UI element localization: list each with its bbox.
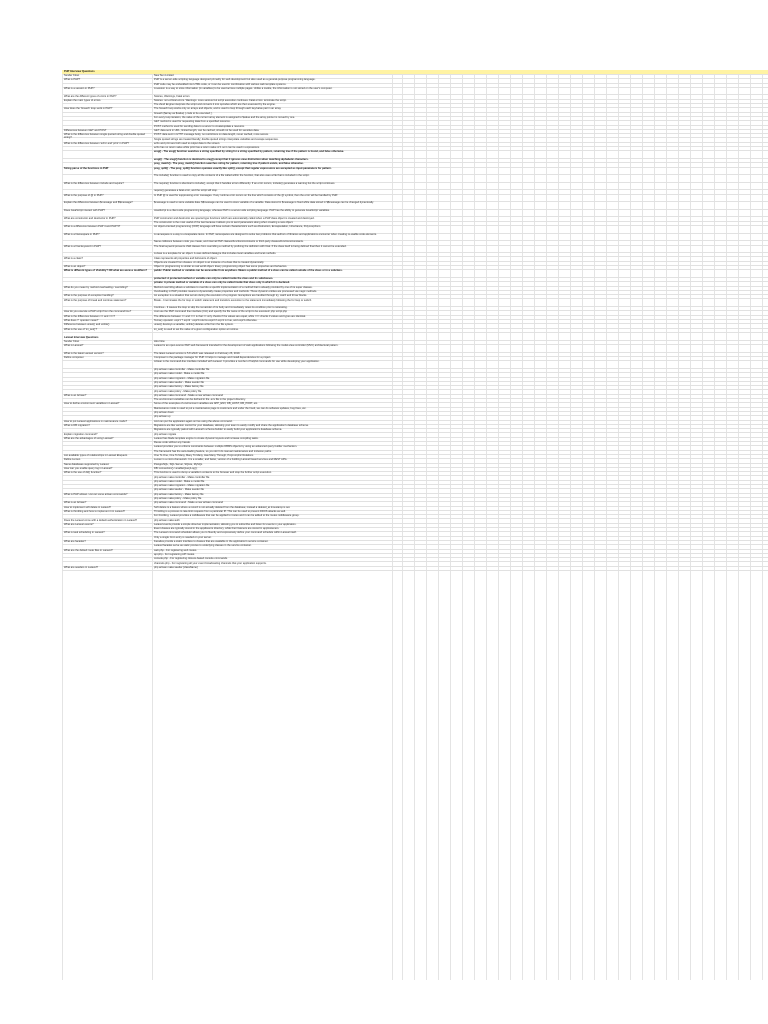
- answer-cell[interactable]: php artisan make:controller - Make controller file: [154, 475, 210, 479]
- answer-cell[interactable]: private: A private method or variable of a class can only be called inside that class only in which it is declared.: [154, 281, 290, 285]
- answer-cell[interactable]: protected: A protected method or variable can only be called inside the class and its subclasses.: [154, 277, 274, 280]
- answer-cell[interactable]: php artisan make:model - Make a model file: [154, 479, 205, 483]
- answer-cell[interactable]: php artisan make:factory - Make factory file: [154, 385, 204, 389]
- question-cell[interactable]: List available types of relationships in Laravel Eloquent.: [64, 454, 128, 457]
- question-cell[interactable]: What is the latest Laravel version?: [64, 351, 104, 355]
- question-cell[interactable]: How do you execute a PHP script from the command line?: [64, 310, 132, 314]
- question-cell[interactable]: What is a difference between PHP 4 and PHP 5?: [64, 225, 121, 229]
- answer-cell[interactable]: A session is a way to store information (in variables) to be used across multiple pages. Unlike a cookie, the information is not stored on the user's computer.: [154, 86, 333, 90]
- answer-cell[interactable]: Soft delete is a feature where a record is not actually deleted from the database; instead a deleted_at timestamp is set.: [154, 505, 291, 509]
- answer-cell[interactable]: Name collisions between code you create, and internal PHP classes/functions/constants or third-party classes/functions/constants.: [154, 240, 304, 244]
- question-cell[interactable]: What are facades?: [64, 540, 86, 543]
- answer-cell[interactable]: php artisan make:migration - Make migration file: [154, 484, 210, 488]
- question-cell[interactable]: What are the advantages of using Laravel?: [64, 436, 114, 440]
- answer-cell[interactable]: PostgreSQL, SQL Server, SQLite, MySQL: [154, 462, 203, 466]
- question-cell[interactable]: What are seeders in Laravel?: [64, 565, 98, 569]
- question-cell[interactable]: What is PHP?: [64, 78, 81, 82]
- answer-cell[interactable]: GET method is used for requesting data from a specified resource.: [154, 120, 231, 124]
- question-cell[interactable]: What are the different types of errors in PHP?: [64, 94, 117, 98]
- answer-cell[interactable]: Facades provide a static interface to classes that are available in the application's service container.: [154, 540, 269, 543]
- answer-cell[interactable]: php artisan make:command - Make a new artisan command: [154, 393, 223, 397]
- question-cell[interactable]: What is task scheduling in Laravel?: [64, 531, 105, 535]
- question-cell[interactable]: What do you mean by method overloading / overriding?: [64, 285, 128, 289]
- answer-cell[interactable]: php artisan make:migration - Make migration file: [154, 376, 210, 380]
- answer-cell[interactable]: php artisan down: [154, 411, 174, 414]
- question-cell[interactable]: Sunder Kiran: [64, 339, 80, 343]
- question-cell[interactable]: What is the difference between == and ===?: [64, 314, 116, 318]
- answer-cell[interactable]: JavaScript is a client-side programming language, whereas PHP is a server-side scripting language. PHP has the ability to generate JavaScript variables.: [154, 208, 330, 212]
- answer-cell[interactable]: In PHP @ is used for suppressing error messages. If any runtime error occurs on the line which consists of the @ symbol, then the error will be handled by PHP.: [154, 193, 338, 197]
- answer-cell[interactable]: ini_set() is used to set the value of a given configuration option at runtime.: [154, 327, 239, 331]
- answer-cell[interactable]: Method overriding allows a subclass to override a specific implementation of a method that is already provided by one of its super classes.: [154, 285, 313, 289]
- answer-cell[interactable]: ereg() - The ereg() function searches a string specified by string for a string specified by pattern, returning true if the pattern is found, and false otherwise.: [154, 150, 345, 154]
- answer-cell[interactable]: An object-oriented programming (OOP) language will have certain characteristics such as Abstraction, Encapsulation, Inheritance, Polymorphism.: [154, 225, 321, 229]
- answer-cell[interactable]: Continue - It causes the loop to skip the remainder of its body and immediately retest its condition prior to reiterating.: [154, 306, 288, 310]
- answer-cell[interactable]: php artisan make:seeder - Make seeder file: [154, 380, 204, 384]
- question-cell[interactable]: Laravel Interview Questions: [64, 335, 99, 339]
- answer-cell[interactable]: The constructor is the most useful of the two because it allows you to send parameters along when creating a new object.: [154, 220, 294, 224]
- answer-cell[interactable]: channels.php - For registering all your event broadcasting channels that your application supports.: [154, 561, 267, 565]
- answer-cell[interactable]: New Sun Limited: [154, 74, 174, 77]
- question-cell[interactable]: What is the use of dd() function?: [64, 471, 102, 475]
- answer-cell[interactable]: php artisan make:policy - Make policy file: [154, 389, 202, 393]
- answer-cell[interactable]: Reuse code without any hassle.: [154, 441, 191, 445]
- answer-cell[interactable]: api.php - For registering API routes.: [154, 552, 195, 556]
- answer-cell[interactable]: Artisan is the command-line interface included with Laravel. It provides a number of helpful commands for use while developing your application.: [154, 360, 320, 364]
- answer-cell[interactable]: unset() destroys a variable; unlink() deletes a file from the file system.: [154, 323, 234, 327]
- question-cell[interactable]: Name databases supported by Laravel.: [64, 462, 110, 466]
- answer-cell[interactable]: The framework has the auto-loading feature, so you don't do manual maintenance and inclusion paths.: [154, 449, 272, 453]
- answer-cell[interactable]: php artisan make:policy - Make policy file: [154, 497, 202, 500]
- answer-cell[interactable]: php artisan up: [154, 415, 171, 419]
- answer-cell[interactable]: Laravel has blade template engine to create dynamic layouts and increase compiling tasks.: [154, 436, 259, 440]
- answer-cell[interactable]: An exception is a situation that occurs during the execution of a program. Exceptions are handled through try, catch and throw blocks.: [154, 294, 308, 298]
- question-cell[interactable]: Does the Laravel come with a default authentication in Laravel?: [64, 518, 137, 522]
- answer-cell[interactable]: Break - It terminates the for loop or switch statement and transfers execution to the statement immediately following the for loop or switch.: [154, 298, 312, 302]
- answer-cell[interactable]: The foreach loop works only on arrays and objects, and is used to loop through each key/value pair in an array.: [154, 107, 282, 111]
- question-cell[interactable]: Explain the difference between $message and $$message?: [64, 201, 133, 205]
- question-cell[interactable]: PHP Interview Questions: [64, 70, 95, 73]
- answer-cell[interactable]: Only a single Cron entry is needed on your server.: [154, 535, 212, 539]
- answer-cell[interactable]: php artisan make:command - Make a new artisan command: [154, 501, 223, 505]
- question-cell[interactable]: What is Laravel?: [64, 344, 84, 348]
- answer-cell[interactable]: Laravel provides you to enforce constraints between multiple DBMS objects by using an advanced query builder mechanism.: [154, 445, 298, 449]
- answer-cell[interactable]: eregi() - The eregi() function is identical to ereg() except that it ignores case distinction when matching alphabetic characters.: [154, 158, 309, 161]
- answer-cell[interactable]: web.php - For registering web routes.: [154, 548, 197, 552]
- question-cell[interactable]: What is a final keyword in PHP?: [64, 244, 101, 248]
- answer-cell[interactable]: GET: data sent in URL, limited length, can be cached, should not be used for sensitive data.: [154, 128, 260, 132]
- answer-cell[interactable]: Laravel facades serve as static proxies to underlying classes in the service container.: [154, 544, 252, 548]
- answer-cell[interactable]: $message is used to store variable data. $$message can be used to store variable of a variable. Data stored in $message is fixed while data stored in $$message can be changed dynamically.: [154, 201, 374, 205]
- question-cell[interactable]: What does ?: operator mean?: [64, 319, 99, 322]
- answer-cell[interactable]: php artisan make:seeder [className]: [154, 565, 198, 569]
- answer-cell[interactable]: public: Public method or variable can be accessible from anywhere. Means a public method of a class can be called outside of the class or in a subclass.: [154, 269, 343, 273]
- question-cell[interactable]: What is the difference between 'echo' and 'print' in PHP?: [64, 141, 129, 145]
- answer-cell[interactable]: The difference between == and === is that == only checks if the values are equal, while === checks if values and types are identical.: [154, 314, 306, 318]
- answer-cell[interactable]: Migrations are like version control for your database, allowing your team to easily modify and share the application's database schema.: [154, 423, 309, 427]
- answer-cell[interactable]: Notices: non-critical errors. Warnings: more serious but script execution continues. Fatal errors: terminate the script.: [154, 98, 287, 102]
- spreadsheet: [62, 70, 762, 970]
- answer-cell[interactable]: preg_match() - The preg_match() function searches string for pattern, returning true if pattern exists, and false otherwise.: [154, 162, 304, 166]
- table-row: [62, 566, 768, 571]
- question-cell[interactable]: Does JavaScript interact with PHP?: [64, 208, 105, 212]
- answer-cell[interactable]: PHP constructor and destructor are special type functions which are automatically called when a PHP class object is created and destroyed.: [154, 216, 315, 220]
- answer-cell[interactable]: Objects are created from classes. An object is an instance of a class that is created dynamically.: [154, 260, 265, 264]
- question-cell[interactable]: How does the 'foreach' loop work in PHP?: [64, 107, 113, 111]
- answer-cell[interactable]: The final keyword prevents child classes from overriding a method by prefixing the definition with final. If the class itself is being defined final then it cannot be extended.: [154, 244, 347, 248]
- question-cell[interactable]: What is PHP artisan. List out some artisan commands?: [64, 492, 128, 496]
- answer-cell[interactable]: Throttling is a process to rate-limit requests from a particular IP. This can be used to prevent DDOS attacks as well.: [154, 509, 286, 513]
- question-cell[interactable]: Explain the main types of errors.: [64, 98, 102, 102]
- question-cell[interactable]: What are constructor and destructor in PHP?: [64, 216, 116, 220]
- answer-cell[interactable]: require() generates a fatal error, and the script will stop.: [154, 189, 218, 193]
- answer-cell[interactable]: One To One, One To Many, Many To Many, Has Many Through, Polymorphic Relations: [154, 454, 254, 457]
- question-cell[interactable]: What is the difference between include and require?: [64, 181, 124, 185]
- answer-cell[interactable]: This function is used to dump a variable's contents to the browser and stop the further script execution.: [154, 471, 272, 475]
- answer-cell[interactable]: Some of the examples of environment variables are APP_ENV, DB_HOST, DB_PORT, etc.: [154, 402, 258, 406]
- question-cell[interactable]: How can you enable query log in Laravel?: [64, 466, 113, 470]
- answer-cell[interactable]: preg_split() - The preg_split() function operates exactly like split(), except that regular expressions are accepted as input parameters for pattern.: [154, 166, 332, 170]
- question-cell[interactable]: What is the use of 'ini_set()'?: [64, 327, 98, 331]
- answer-cell[interactable]: A namespace is a way to encapsulate items. In PHP, namespaces are designed to solve two problems that authors of libraries and applications encounter when creating re-usable code elements.: [154, 232, 377, 236]
- answer-cell[interactable]: php artisan make:controller - Make controller file: [154, 368, 210, 371]
- answer-cell[interactable]: The require() function is identical to include(), except that it handles errors differently. If an error occurs, include() generates a warning but the script continues.: [154, 181, 336, 185]
- answer-cell[interactable]: PHP code may be embedded into HTML code, or it can be used in combination with various web template systems.: [154, 82, 287, 86]
- answer-cell[interactable]: Single quoted strings are treated literally; double quoted strings interpolate variables and escape sequences.: [154, 137, 279, 141]
- answer-cell[interactable]: Overloading in PHP provides means to dynamically create properties and methods. These dynamic entities are processed via magic methods.: [154, 289, 317, 293]
- answer-cell[interactable]: php artisan make:seeder - Make seeder file: [154, 488, 204, 492]
- answer-cell[interactable]: The latest Laravel version is 5.8 which was released on February 26, 2019.: [154, 351, 241, 355]
- question-cell[interactable]: Sunder Kiran: [64, 74, 80, 77]
- question-cell[interactable]: What is a session in PHP?: [64, 86, 95, 90]
- question-cell[interactable]: How to implement soft delete in Laravel?: [64, 505, 111, 509]
- question-cell[interactable]: How to define environment variables in Laravel?: [64, 402, 120, 406]
- table-row: [62, 328, 768, 333]
- answer-cell[interactable]: DB::connection()->enableQueryLog();: [154, 466, 198, 470]
- answer-cell[interactable]: Object in programming is similar to real world object. Every programming object has some properties and behaviors.: [154, 265, 288, 269]
- question-cell[interactable]: What is DB migration?: [64, 423, 90, 427]
- question-cell[interactable]: What is a Namespace in PHP?: [64, 232, 100, 236]
- answer-cell[interactable]: The environment variables can be defined in the .env file in the project directory.: [154, 398, 246, 402]
- answer-cell[interactable]: Maintenance mode is used to put a maintenance page to customers and under the hood, we can do software updates, bug fixes, etc.: [154, 406, 307, 410]
- answer-cell[interactable]: Laravel is an open-source PHP web framework intended for the development of web applications following the model-view-controller (MVC) architectural pattern.: [154, 344, 339, 348]
- question-cell[interactable]: What is an object?: [64, 265, 86, 269]
- question-cell[interactable]: What is an Artisan?: [64, 501, 87, 505]
- answer-cell[interactable]: Migrations are typically paired with Laravel's schema builder to easily build your application's database schema.: [154, 428, 283, 432]
- answer-cell[interactable]: And can put the application again on live using the above command.: [154, 419, 233, 423]
- question-cell[interactable]: What are the default route files in Laravel?: [64, 548, 113, 552]
- answer-cell[interactable]: echo and print are both used to output data to the screen.: [154, 141, 221, 145]
- answer-cell[interactable]: Class represents all properties and behaviors of object.: [154, 256, 218, 260]
- answer-cell[interactable]: A class is a template for an object. A user-defined datatype that includes local variables and local methods.: [154, 252, 277, 256]
- answer-cell[interactable]: php artisan migrate: [154, 432, 177, 436]
- answer-cell[interactable]: Hire Now: [154, 339, 165, 343]
- question-cell[interactable]: What is an Artisan?: [64, 393, 87, 397]
- answer-cell[interactable]: foreach ($array as $value) { code to be executed; }: [154, 111, 213, 115]
- question-cell[interactable]: What is different types of Visibility? OR what are access modifiers?: [64, 269, 148, 273]
- question-cell[interactable]: String parse of the functions in PHP: [64, 166, 109, 170]
- answer-cell[interactable]: Lumen is a micro-framework. It is a smaller, and faster, version of a building Laravel based services and REST APIs.: [154, 458, 288, 462]
- answer-cell[interactable]: POST method is used for sending data to a server to create/update a resource.: [154, 124, 245, 128]
- answer-cell[interactable]: The Laravel command scheduler allows you to fluently and expressively define your command schedule within Laravel itself.: [154, 531, 297, 535]
- answer-cell[interactable]: POST: data sent in HTTP message body, no restrictions on data length, never cached, more secure.: [154, 133, 269, 137]
- question-cell[interactable]: What is a class?: [64, 256, 83, 260]
- answer-cell[interactable]: For every loop iteration, the value of the current array element is assigned to $value and the array pointer is moved by one.: [154, 116, 296, 119]
- answer-cell[interactable]: Laravel events provide a simple observer implementation, allowing you to subscribe and listen for events in your application.: [154, 522, 297, 526]
- question-cell[interactable]: What is throttling and how to implement it in Laravel?: [64, 509, 125, 513]
- answer-cell[interactable]: php artisan make:model - Make a model file: [154, 372, 205, 376]
- answer-cell[interactable]: The include() function is used to copy all the contents of a file called within the function, that also uses a file that is included in the script.: [154, 174, 310, 178]
- question-cell[interactable]: Differences between GET and POST: [64, 128, 107, 132]
- answer-cell[interactable]: Just use the PHP command line interface (CLI) and specify the file name of the script to be executed: php script.php: [154, 310, 288, 314]
- answer-cell[interactable]: echo has no return value while print has a return value of 1 so it can be used in expressions.: [154, 146, 260, 150]
- answer-cell[interactable]: Ternary operator. expr1 ? expr2 : expr3 returns expr2 if expr1 is true, and expr3 otherwise.: [154, 319, 258, 322]
- answer-cell[interactable]: Notices, Warnings, Fatal errors: [154, 94, 190, 98]
- answer-cell[interactable]: console.php - For registering closure-based console commands.: [154, 557, 228, 561]
- question-cell[interactable]: What is the purpose of @ in PHP?: [64, 193, 104, 197]
- answer-cell[interactable]: Event classes are typically stored in the app/Events directory, while their listeners are stored in app/Listeners.: [154, 527, 280, 531]
- question-cell[interactable]: What are Laravel events?: [64, 522, 94, 526]
- answer-cell[interactable]: php artisan make:auth: [154, 518, 180, 522]
- question-cell[interactable]: What is the purpose of break and continue statement?: [64, 298, 127, 302]
- answer-cell[interactable]: php artisan make:factory - Make factory file: [154, 492, 204, 496]
- question-cell[interactable]: How to put Laravel applications in maintenance mode?: [64, 419, 128, 423]
- question-cell[interactable]: Define Lumen.: [64, 458, 81, 462]
- question-cell[interactable]: What is the difference between single quoted string and double quoted string?: [64, 133, 146, 140]
- answer-cell[interactable]: PHP is a server-side scripting language designed primarily for web development but also used as a general-purpose programming language.: [154, 78, 316, 82]
- question-cell[interactable]: Explain migration command?: [64, 432, 98, 436]
- answer-cell[interactable]: Composer is the package manager for PHP. It helps to manage and install dependencies for a project.: [154, 356, 272, 360]
- question-cell[interactable]: Define composer.: [64, 356, 85, 360]
- question-cell[interactable]: Difference between unset() and unlink(): [64, 323, 110, 327]
- question-cell[interactable]: What is the purpose of exception handling?: [64, 294, 114, 298]
- answer-cell[interactable]: For throttling, Laravel provides a middleware that can be applied to routes and it can be added to the routes middleware group.: [154, 514, 300, 518]
- answer-cell[interactable]: The Zend Engine interprets the script and converts it into opcodes which are then executed by the engine.: [154, 103, 276, 107]
